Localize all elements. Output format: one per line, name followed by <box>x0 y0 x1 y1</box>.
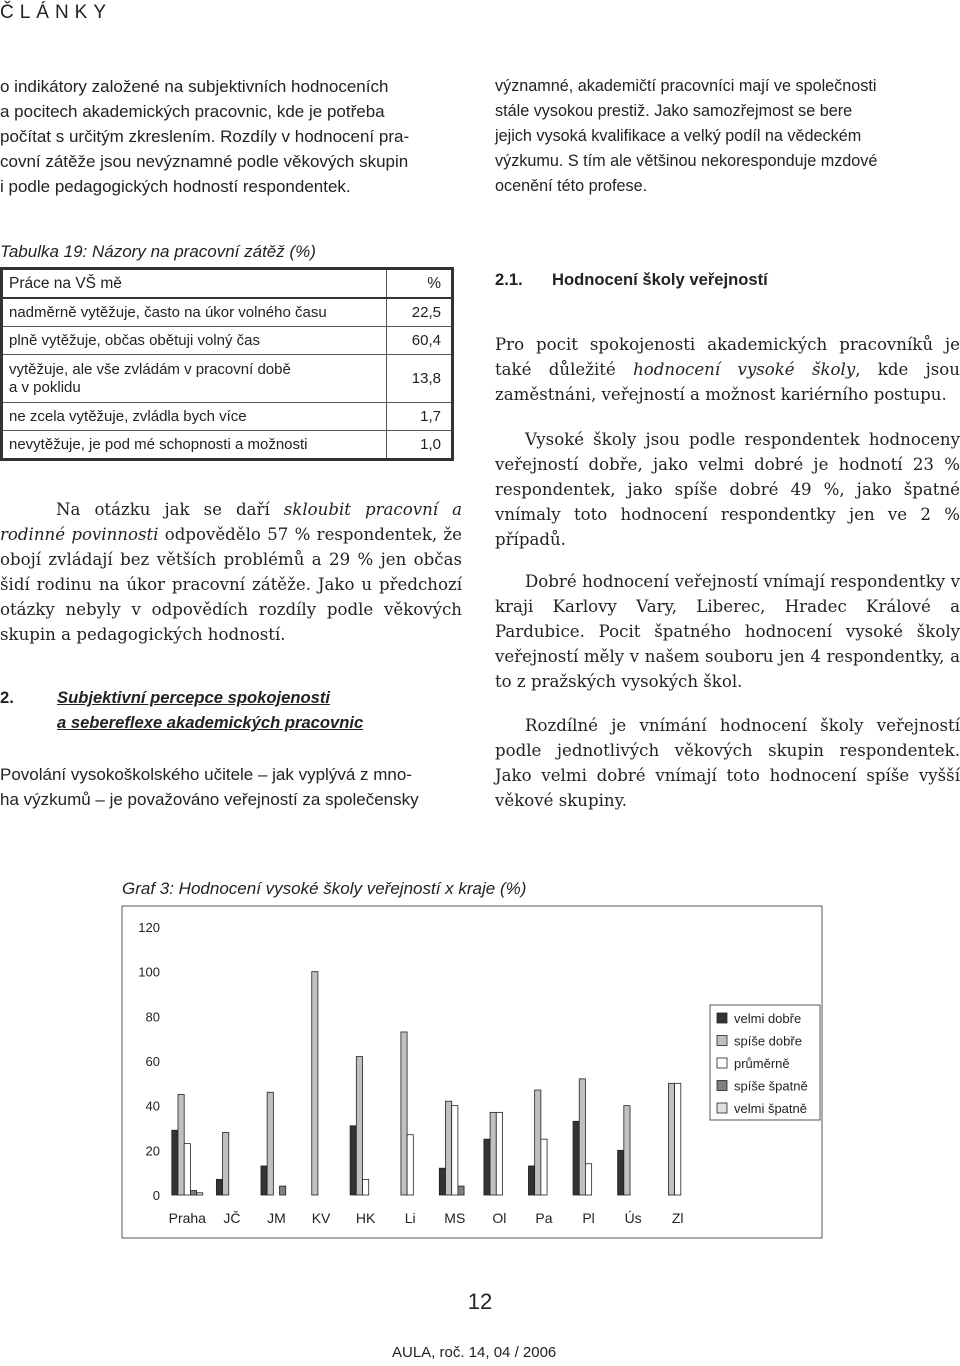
y-tick-label: 0 <box>152 1188 160 1203</box>
y-tick-label: 100 <box>138 964 160 980</box>
bar-velmi-dobře <box>172 1130 178 1195</box>
table-cell-value: 60,4 <box>387 327 453 355</box>
legend-label: spíše špatně <box>734 1078 808 1094</box>
bar-spíše-dobře <box>579 1079 585 1195</box>
section-2-1-heading <box>495 270 960 290</box>
section-number: 2.1. <box>495 270 523 289</box>
bar-spíše-dobře <box>267 1092 273 1195</box>
table-cell-label: nadměrně vytěžuje, často na úkor volného času <box>2 298 387 327</box>
school-rating-paragraph-2: Vysoké školy jsou podle respondentek hodnoceny veřejností dobře, jako velmi dobré je hodnotí 23 % respondentek, jako spíše dobré 49 %, jako špatné vnímaly toto hodnocení respondentky jen ve 2 % případů. <box>495 430 960 549</box>
paragraph-text: , kde jsou zaměstnáni, veřejností a možnost kariérního postupu. <box>495 360 960 404</box>
y-tick-label: 120 <box>138 920 160 935</box>
paragraph-text: Pro pocit spokojenosti akademických pracovníků je také důležité <box>495 335 960 379</box>
paragraph-italic-text: skloubit pracovní a rodinné povinnosti <box>0 500 462 544</box>
x-tick-label: Praha <box>168 1210 206 1226</box>
bar-průměrně <box>184 1144 190 1195</box>
bar-spíše-špatně <box>190 1191 196 1195</box>
paragraph-text: Na otázku jak se daří <box>56 500 284 519</box>
x-tick-label: Li <box>404 1210 416 1226</box>
school-rating-paragraph-3: Dobré hodnocení veřejností vnímají respondentky v kraji Karlovy Vary, Liberec, Hradec Králové a Pardubice. Pocit špatného hodnocení vysoké školy veřejností měly v našem souboru jen 4 respondentky, a to z pražských vysokých škol. <box>495 572 960 691</box>
section-title: Hodnocení školy veřejností <box>552 270 768 289</box>
x-tick-label: Ol <box>492 1210 507 1226</box>
paragraph-italic-text: hodnocení vysoké školy <box>633 360 856 379</box>
bar-průměrně <box>363 1179 369 1195</box>
bar-spíše-dobře <box>490 1112 496 1195</box>
legend-swatch <box>717 1103 727 1113</box>
y-tick-label: 60 <box>145 1054 160 1069</box>
table-row <box>2 431 453 460</box>
bar-spíše-dobře <box>668 1083 674 1195</box>
x-tick-label: Pa <box>535 1210 553 1226</box>
x-tick-label: Pl <box>582 1210 595 1226</box>
x-tick-label: MS <box>444 1210 466 1226</box>
section-number: 2. <box>0 688 14 707</box>
bar-chart <box>110 905 830 1240</box>
legend-swatch <box>717 1058 727 1068</box>
bar-spíše-dobře <box>445 1101 451 1195</box>
table-cell-value: 1,7 <box>387 403 453 431</box>
table-19 <box>0 267 454 461</box>
x-tick-label: JM <box>267 1210 286 1226</box>
legend-label: velmi špatně <box>734 1101 807 1116</box>
table-row <box>2 298 453 327</box>
bar-velmi-dobře <box>261 1166 267 1195</box>
table-row <box>2 327 453 355</box>
table-row <box>2 355 453 403</box>
table-row <box>2 403 453 431</box>
table-cell-value: 22,5 <box>387 298 453 327</box>
bar-spíše-dobře <box>401 1032 407 1195</box>
bar-průměrně <box>407 1135 413 1195</box>
bar-velmi-dobře <box>439 1168 445 1195</box>
table-cell-value: 1,0 <box>387 431 453 460</box>
bar-velmi-dobře <box>216 1179 222 1195</box>
chart-caption: Graf 3: Hodnocení vysoké školy veřejností x kraje (%) <box>122 879 527 898</box>
section-title-line1: Subjektivní percepce spokojenosti <box>57 688 330 707</box>
table-cell-label: ne zcela vytěžuje, zvládla bych více <box>2 403 387 431</box>
bar-spíše-dobře <box>223 1132 229 1195</box>
legend-label: průměrně <box>734 1056 790 1071</box>
bar-průměrně <box>675 1083 681 1195</box>
bar-spíše-dobře <box>535 1090 541 1195</box>
bar-velmi-dobře <box>573 1121 579 1195</box>
x-tick-label: KV <box>311 1210 331 1226</box>
x-tick-label: JČ <box>223 1210 241 1226</box>
section-header: ČLÁNKY <box>0 2 113 23</box>
table-header-label: Práce na VŠ mě <box>2 269 387 299</box>
bar-spíše-dobře <box>312 972 318 1195</box>
table-caption: Tabulka 19: Názory na pracovní zátěž (%) <box>0 242 316 261</box>
bar-průměrně <box>452 1106 458 1195</box>
section-title-line2: a sebereflexe akademických pracovnic <box>57 713 364 732</box>
section-2-heading <box>0 688 470 738</box>
y-tick-label: 80 <box>145 1009 160 1025</box>
legend-label: velmi dobře <box>734 1011 802 1026</box>
school-rating-paragraph-4: Rozdílné je vnímání hodnocení školy veřejností podle jednotlivých věkových skupin respondentek. Jako velmi dobré vnímají toto hodnocení spíše vyšší věkové skupiny. <box>495 716 960 810</box>
legend-swatch <box>717 1036 727 1046</box>
table-cell-label: nevytěžuje, je pod mé schopnosti a možnosti <box>2 431 387 460</box>
school-rating-paragraph-1 <box>495 332 960 407</box>
section-2-paragraph: Povolání vysokoškolského učitele – jak vyplývá z mno- ha výzkumů – je považováno veřejností za společensky <box>0 765 419 809</box>
x-tick-label: HK <box>355 1210 376 1226</box>
legend-label: spíše dobře <box>734 1033 802 1049</box>
table-cell-value: 13,8 <box>387 355 453 403</box>
x-tick-label: Zl <box>671 1210 684 1226</box>
legend-swatch <box>717 1081 727 1091</box>
page-number: 12 <box>467 1289 493 1314</box>
paragraph-text: odpovědělo 57 % respondentek, že obojí zvládají bez větších problémů a 29 % jen občas šidí rodinu na úkor pracovní zátěže. Jako u předchozí otázky nebyly v odpovědích rozdíly podle věkových skupin a pedagogických hodností. <box>0 525 462 644</box>
table-header-percent: % <box>387 269 453 299</box>
bar-velmi-dobře <box>618 1150 624 1195</box>
bar-spíše-dobře <box>178 1095 184 1196</box>
legend-swatch <box>717 1013 727 1023</box>
right-top-paragraph: významné, akademičtí pracovníci mají ve společnosti stále vysokou prestiž. Jako samozřejmost se bere jejich vysoká kvalifikace a velký podíl na vědeckém výzkumu. S tím ale většinou nekoresponduje mzdové ocenění této profese. <box>495 77 878 195</box>
bar-průměrně <box>585 1164 591 1195</box>
bar-spíše-špatně <box>458 1186 464 1195</box>
bar-průměrně <box>496 1112 502 1195</box>
bar-velmi-dobře <box>484 1139 490 1195</box>
footer: AULA, roč. 14, 04 / 2006 <box>392 1344 557 1361</box>
table-cell-label: vytěžuje, ale vše zvládám v pracovní době a v poklidu <box>2 355 387 403</box>
x-tick-label: Ús <box>624 1210 642 1226</box>
y-tick-label: 20 <box>145 1143 160 1159</box>
bar-průměrně <box>541 1139 547 1195</box>
y-tick-label: 40 <box>145 1098 160 1114</box>
bar-velmi-dobře <box>528 1166 534 1195</box>
left-top-paragraph: o indikátory založené na subjektivních hodnoceních a pocitech akademických pracovnic, kde je potřeba počítat s určitým zkreslením. Rozdíly v hodnocení pra- covní zátěže jsou nevýznamné podle věkových skupin i podle pedagogických hodností respondentek. <box>0 77 410 196</box>
bar-velmi-špatně <box>197 1193 203 1195</box>
bar-spíše-špatně <box>280 1186 286 1195</box>
table-header-row <box>2 269 453 299</box>
table-cell-label: plně vytěžuje, občas obětuji volný čas <box>2 327 387 355</box>
bar-spíše-dobře <box>624 1106 630 1195</box>
work-family-paragraph <box>0 497 462 647</box>
bar-spíše-dobře <box>356 1057 362 1195</box>
bar-velmi-dobře <box>350 1126 356 1195</box>
